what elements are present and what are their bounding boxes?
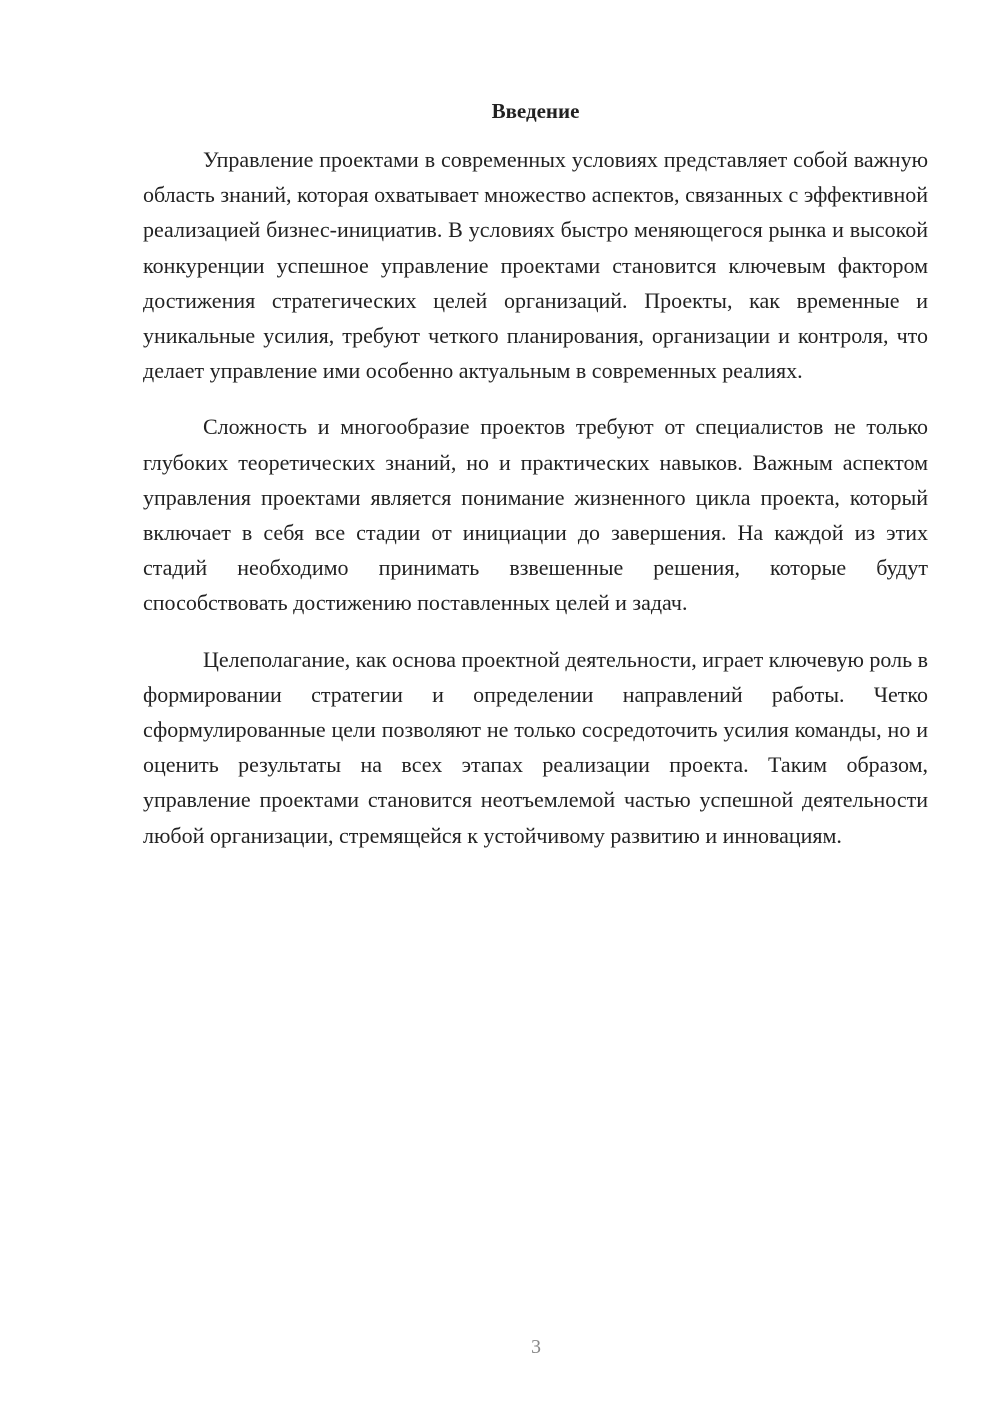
page-title: Введение <box>491 99 580 123</box>
paragraph-1: Управление проектами в современных условиях представляет собой важную область знаний, которая охватывает множество аспектов, связанных с эффективной реализацией бизнес-инициатив. В условиях быстро меняющегося рынка и высокой конкуренции успешное управление проектами становится ключевым фактором достижения стратегических целей организаций. Проекты, как временные и уникальные усилия, требуют четкого планирования, организации и контроля, что делает управление ими особенно актуальным в современных реалиях. <box>143 147 928 384</box>
paragraph-2: Сложность и многообразие проектов требуют от специалистов не только глубоких теоретических знаний, но и практических навыков. Важным аспектом управления проектами является понимание жизненного цикла проекта, который включает в себя все стадии от инициации до завершения. На каждой из этих стадий необходимо принимать взвешенные решения, которые будут способствовать достижению поставленных целей и задач. <box>143 414 928 616</box>
document-body <box>143 142 928 874</box>
page-number: 3 <box>531 1336 541 1358</box>
paragraph-3: Целеполагание, как основа проектной деятельности, играет ключевую роль в формировании стратегии и определении направлений работы. Четко сформулированные цели позволяют не только сосредоточить усилия команды, но и оценить результаты на всех этапах реализации проекта. Таким образом, управление проектами становится неотъемлемой частью успешной деятельности любой организации, стремящейся к устойчивому развитию и инновациям. <box>143 646 929 848</box>
